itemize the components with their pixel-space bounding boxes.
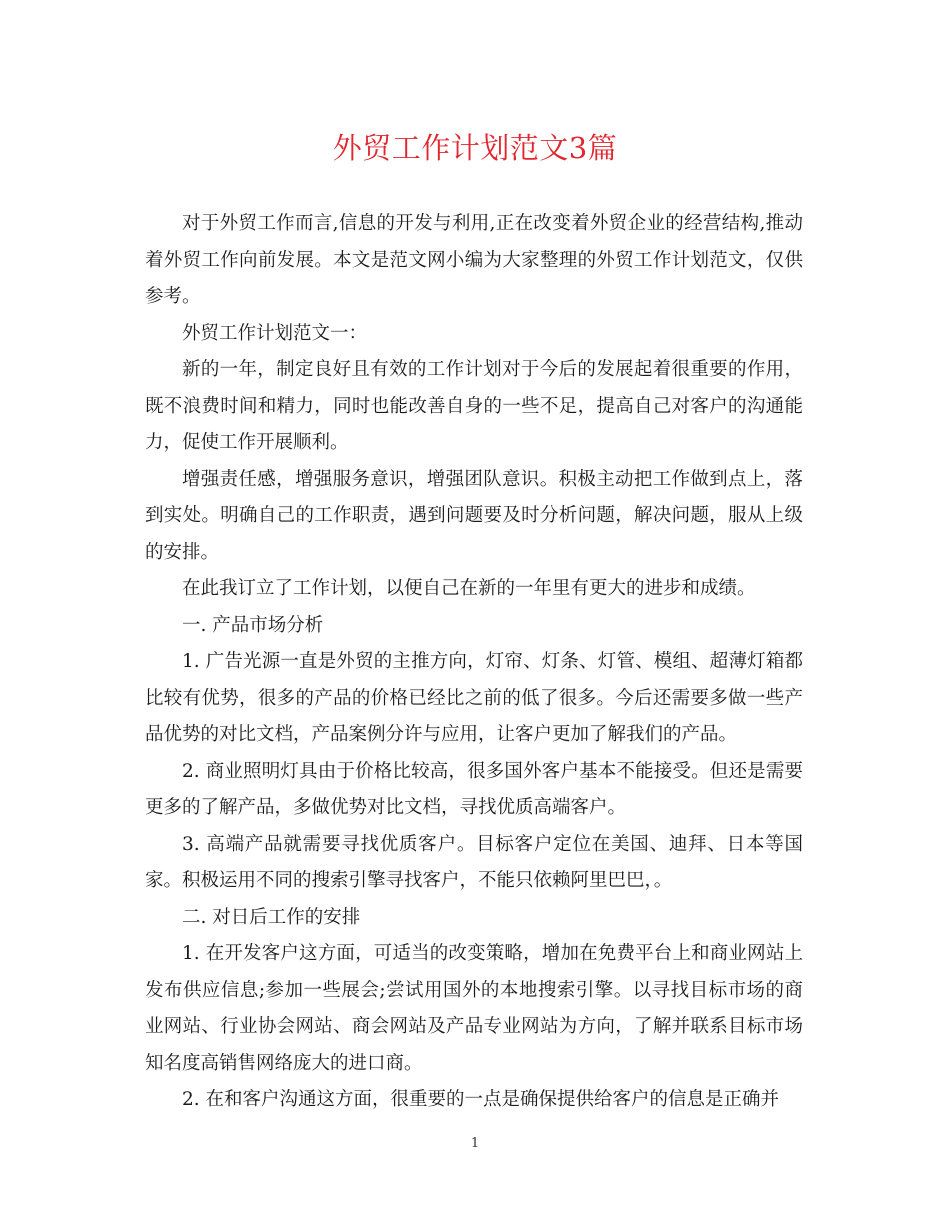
document-body xyxy=(145,206,803,1119)
section-heading-future-work: 二. 对日后工作的安排 xyxy=(182,906,361,928)
paragraph: 增强责任感，增强服务意识，增强团队意识。积极主动把工作做到点上，落到实处。明确自己的工作职责，遇到问题要及时分析问题，解决问题，服从上级的安排。 xyxy=(145,468,803,563)
document-title: 外贸工作计划范文3篇 xyxy=(332,131,618,165)
list-item: 2. 在和客户沟通这方面，很重要的一点是确保提供给客户的信息是正确并 xyxy=(182,1089,780,1110)
list-item: 1. 在开发客户这方面，可适当的改变策略，增加在免费平台上和商业网站上发布供应信息;参加一些展会;尝试用国外的本地搜索引擎。以寻找目标市场的商业网站、行业协会网站、商会网站及产品专业网站为方向，了解并联系目标市场知名度高销售网络庞大的进口商。 xyxy=(145,943,803,1074)
paragraph-intro: 对于外贸工作而言,信息的开发与利用,正在改变着外贸企业的经营结构,推动着外贸工作向前发展。本文是范文网小编为大家整理的外贸工作计划范文，仅供参考。 xyxy=(145,213,803,307)
section-heading-plan-one: 外贸工作计划范文一： xyxy=(182,322,368,344)
list-item: 1. 广告光源一直是外贸的主推方向，灯帘、灯条、灯管、模组、超薄灯箱都比较有优势，很多的产品的价格已经比之前的低了很多。今后还需要多做一些产品优势的对比文档，产品案例分许与应用，让客户更加了解我们的产品。 xyxy=(145,651,803,745)
paragraph: 新的一年，制定良好且有效的工作计划对于今后的发展起着很重要的作用，既不浪费时间和精力，同时也能改善自身的一些不足，提高自己对客户的沟通能力，促使工作开展顺利。 xyxy=(145,359,803,453)
section-heading-market-analysis: 一. 产品市场分析 xyxy=(182,614,324,636)
paragraph: 在此我订立了工作计划，以便自己在新的一年里有更大的进步和成绩。 xyxy=(182,578,756,599)
page-number: 1 xyxy=(470,1136,480,1151)
list-item: 2. 商业照明灯具由于价格比较高，很多国外客户基本不能接受。但还是需要更多的了解产品，多做优势对比文档，寻找优质高端客户。 xyxy=(145,760,803,818)
list-item: 3. 高端产品就需要寻找优质客户。目标客户定位在美国、迪拜、日本等国家。积极运用不同的搜索引擎寻找客户，不能只依赖阿里巴巴，。 xyxy=(145,833,803,891)
